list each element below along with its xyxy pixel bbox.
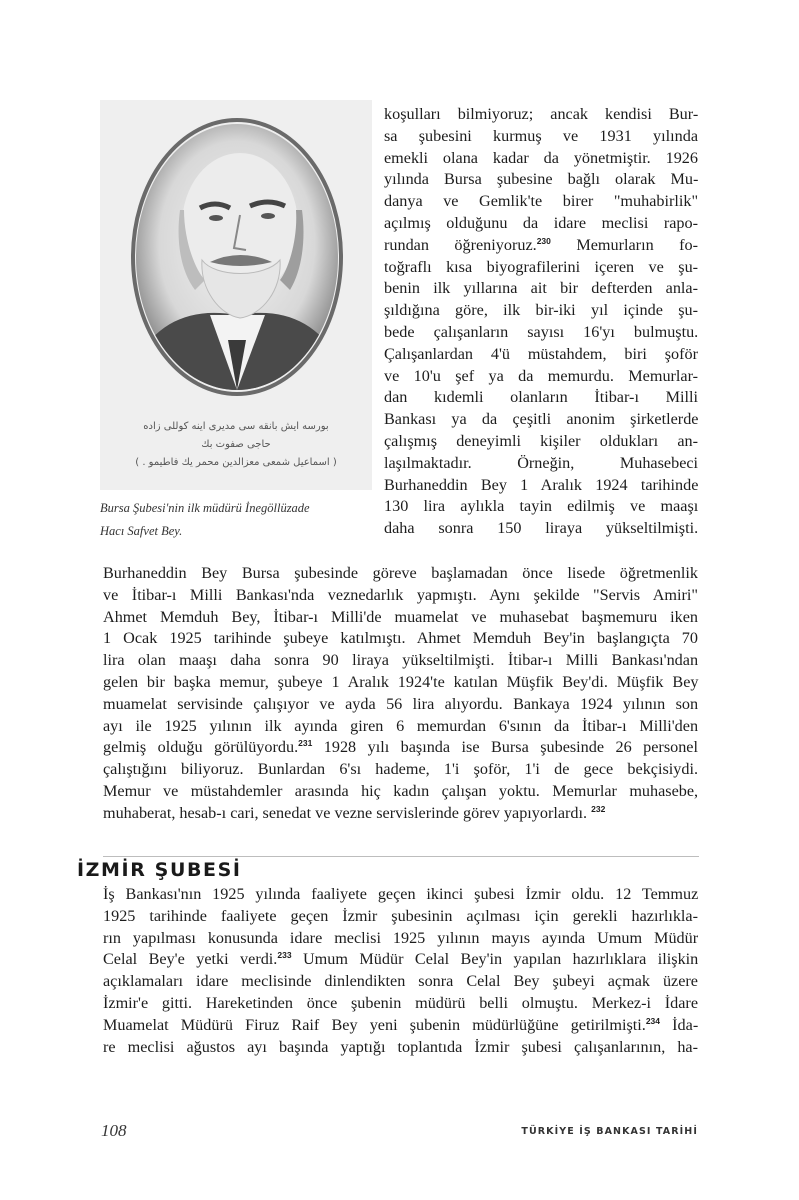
text-line — [384, 278, 698, 300]
text-line — [103, 585, 698, 607]
text-segment: Çalışanlardan 4'ü müstahdem, biri şoför — [384, 344, 698, 363]
footnote-reference[interactable]: 233 — [277, 950, 292, 961]
text-line — [103, 563, 698, 585]
text-line — [384, 366, 698, 388]
body-text-wide-column — [103, 563, 698, 825]
text-line — [384, 148, 698, 170]
caption-line: Bursa Şubesi'nin ilk müdürü İnegöllüzade — [100, 501, 310, 515]
text-line — [103, 716, 698, 738]
text-segment: laşılmaktadır. Örneğin, Muhasebeci — [384, 453, 699, 472]
text-segment: yılında Bursa şubesine bağlı olarak Mu- — [384, 170, 699, 189]
text-line — [103, 694, 698, 716]
text-line — [384, 213, 698, 235]
text-segment: muamelat servisinde çalışıyor ve ayda 56 lira alıyordu. Bankaya 1924 yılının son — [103, 694, 699, 713]
caption-line: Hacı Safvet Bey. — [100, 524, 183, 538]
text-segment: lira olan maaşı daha sonra 90 liraya yükseltilmişti. İtibar-ı Milli Bankası'ndan — [103, 651, 699, 670]
text-segment: Burhaneddin Bey 1 Aralık 1924 tarihinde — [384, 475, 699, 494]
page-number: 108 — [101, 1121, 127, 1140]
text-line — [103, 993, 698, 1015]
text-segment: 1928 yılı başında ise Bursa şubesinde 26 personel — [312, 738, 698, 757]
text-line — [384, 518, 698, 540]
text-line — [384, 453, 698, 475]
section-heading: İZMİR ŞUBESİ — [77, 859, 242, 881]
text-line — [384, 300, 698, 322]
text-line — [103, 672, 698, 694]
text-segment: 1 Ocak 1925 tarihinde şubeye katılmıştı. Ahmet Memduh Bey'in başlangıçta 70 — [103, 629, 698, 648]
section-body-text — [103, 884, 698, 1058]
text-line — [103, 628, 698, 650]
text-segment: çalıştığını biliyoruz. Bunlardan 6'sı hademe, 1'i şoför, 1'i de gece bekçisiydi. — [103, 760, 698, 779]
text-line — [103, 737, 698, 759]
text-line — [103, 1015, 698, 1037]
text-segment: benin ilk yıllarına ait bir defterden anla- — [384, 279, 698, 298]
portrait-figure — [100, 100, 372, 490]
footnote-reference[interactable]: 230 — [536, 235, 551, 246]
text-segment: bede çalışanların sayısı 16'yı bulmuştu. — [384, 322, 699, 341]
text-segment: ve İtibar-ı Milli Bankası'nda veznedarlık yapmıştı. Aynı şekilde "Servis Amiri" — [103, 585, 698, 604]
text-line — [103, 1037, 698, 1059]
text-line — [103, 906, 698, 928]
text-line — [384, 126, 698, 148]
text-segment: İda- — [660, 1015, 699, 1034]
text-segment: Bankası ya da çeşitli anonim şirketlerde — [384, 410, 699, 429]
text-segment: ve 10'u şef ya da memurdu. Memurlar- — [384, 366, 699, 385]
figure-caption — [100, 497, 372, 543]
text-segment: çalışmış deneyimli kişiler oldukları an- — [384, 431, 698, 450]
text-segment: sa şubesini kurmuş ve 1931 yılında — [384, 126, 698, 145]
text-segment: re meclisi ağustos ayı başında yaptığı toplantıda İzmir şubesi çalışanlarının, ha- — [103, 1037, 698, 1056]
body-text-narrow-column — [384, 104, 698, 540]
text-line — [384, 387, 698, 409]
text-line — [384, 191, 698, 213]
text-segment: toğraflı kısa biyografilerini içeren ve şu- — [384, 257, 699, 276]
text-segment: İzmir'e gitti. Hareketinden önce şubenin müdürü belli olmuştu. Merkez-i İdare — [103, 993, 698, 1012]
footnote-reference[interactable]: 232 — [591, 803, 606, 814]
text-line — [103, 650, 698, 672]
text-line — [384, 409, 698, 431]
text-segment: Celal Bey'e yetki verdi. — [103, 950, 278, 969]
text-line — [103, 928, 698, 950]
text-line — [103, 803, 698, 825]
text-segment: 130 lira aylıkla tayin edilmiş ve maaşı — [384, 497, 699, 516]
text-segment: muhaberat, hesab-ı cari, senedat ve vezne servislerinde görev yapıyorlardı. — [103, 803, 592, 822]
text-line — [384, 496, 698, 518]
footnote-reference[interactable]: 231 — [298, 738, 313, 749]
text-line — [103, 759, 698, 781]
text-segment: gelmiş olduğu görülüyordu. — [103, 738, 299, 757]
running-title: TÜRKİYE İŞ BANKASI TARİHİ — [521, 1126, 698, 1137]
text-segment: Umum Müdür Celal Bey'in yapılan hazırlıklara ilişkin — [291, 950, 699, 969]
text-segment: emekli olana kadar da yönetmiştir. 1926 — [384, 148, 698, 167]
text-line — [103, 607, 698, 629]
text-segment: Memurların fo- — [550, 235, 699, 254]
ottoman-inscription — [100, 418, 372, 472]
text-segment: Muamelat Müdürü Firuz Raif Bey yeni şubenin müdürlüğüne getirilmişti. — [103, 1015, 646, 1034]
text-line — [384, 431, 698, 453]
footnote-reference[interactable]: 234 — [645, 1015, 660, 1026]
text-segment: ayı ile 1925 yılının ilk ayında giren 6 memurdan 6'sının da İtibar-ı Milli'den — [103, 716, 699, 735]
text-line — [384, 169, 698, 191]
text-line — [384, 235, 698, 257]
text-segment: dan kıdemli olanların İtibar-ı Milli — [384, 388, 698, 407]
text-segment: Memur ve müstahdemler arasında hiç kadın çalışan yoktu. Memurlar muhasebe, — [103, 781, 699, 800]
text-segment: danya ve Gemlik'te birer "muhabirlik" — [384, 192, 699, 211]
text-line — [103, 971, 698, 993]
text-line — [103, 949, 698, 971]
text-segment: gelen bir başka memur, şubeye 1 Aralık 1924'te katılan Müşfik Bey'di. Müşfik Bey — [103, 672, 699, 691]
text-line — [103, 781, 698, 803]
text-segment: İş Bankası'nın 1925 yılında faaliyete geçen ikinci şubesi İzmir oldu. 12 Temmuz — [103, 885, 699, 903]
text-segment: daha sonra 150 liraya yükseltilmişti. — [384, 519, 699, 538]
text-segment: 1925 tarihinde faaliyete geçen İzmir şubesinin açılması için gerekli hazırlıkla- — [103, 906, 698, 925]
inscription-line: بورسه ایش بانقه سی مدیری اینه کوللی زاده — [143, 421, 329, 432]
text-segment: şıldığına göre, ilk bir-iki yıl içinde şu- — [384, 301, 698, 320]
text-segment: rın yapılması konusunda idare meclisi 1925 yılının mayıs ayında Umum Müdür — [103, 928, 699, 947]
text-line — [384, 257, 698, 279]
inscription-line: ( اسماعیل شمعی معزالدین محمر یك فاطیمو . ) — [135, 457, 337, 468]
text-segment: açıklamaları idare meclisinde dinlendikten sonra Celal Bey şubeyi açmak üzere — [103, 972, 698, 991]
text-line — [103, 884, 698, 906]
text-line — [384, 344, 698, 366]
text-segment: açılmış olduğunu da idare meclisi rapo- — [384, 213, 698, 232]
text-line — [384, 322, 698, 344]
text-segment: Ahmet Memduh Bey, İtibar-ı Milli'de muamelat ve muhasebat başmemuru iken — [103, 607, 698, 626]
text-line — [384, 104, 698, 126]
text-segment: Burhaneddin Bey Bursa şubesinde göreve başlamadan önce lisede öğretmenlik — [103, 564, 698, 582]
inscription-line: حاجی صفوت بك — [201, 439, 271, 450]
text-line — [384, 475, 698, 497]
portrait-photo — [100, 100, 372, 420]
section-divider — [103, 856, 699, 857]
text-segment: rundan öğreniyoruz. — [384, 235, 537, 254]
text-segment: koşulları bilmiyoruz; ancak kendisi Bur- — [384, 105, 699, 123]
